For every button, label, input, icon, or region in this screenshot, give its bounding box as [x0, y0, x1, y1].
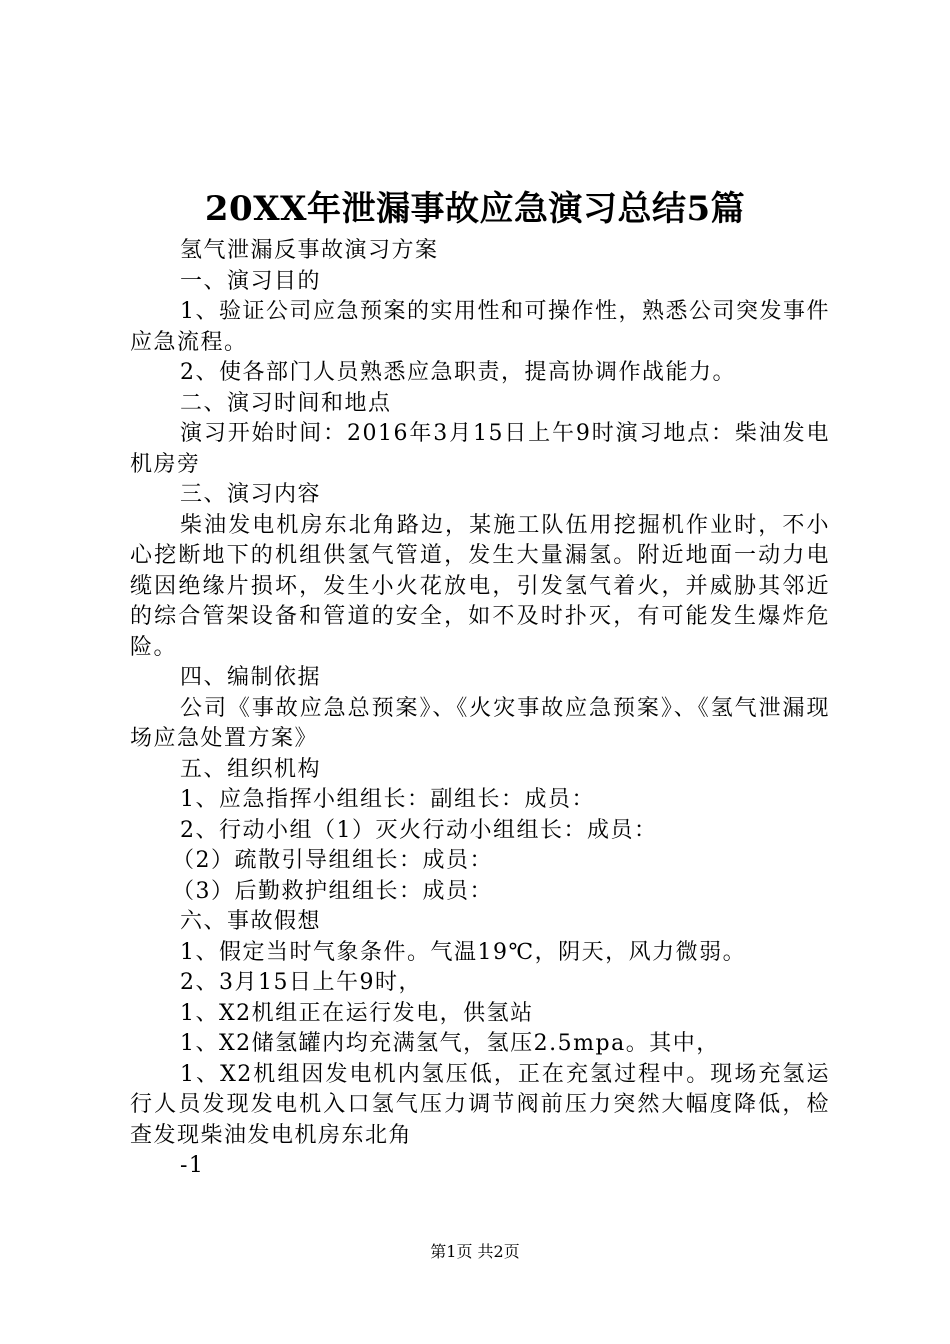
paragraph: （3）后勤救护组组长：成员：: [172, 878, 493, 904]
paragraph: 1、X2机组正在运行发电，供氢站: [180, 1000, 534, 1026]
page-footer: 第1页 共2页: [430, 1242, 520, 1261]
paragraph: -1: [180, 1153, 205, 1178]
paragraph: 演习开始时间：2016年3月15日上午9时演习地点：柴油发电机房旁: [130, 421, 830, 477]
paragraph: 1、X2机组因发电机内氢压低，正在充氢过程中。现场充氢运行人员发现发电机入口氢气压力调节阀前压力突然大幅度降低，检查发现柴油发电机房东北角: [130, 1061, 830, 1148]
document-body: [130, 236, 830, 1182]
paragraph: （2）疏散引导组组长：成员：: [172, 848, 493, 873]
paragraph: 2、使各部门人员熟悉应急职责，提高协调作战能力。: [180, 360, 736, 385]
paragraph: 二、演习时间和地点: [180, 390, 392, 416]
paragraph: 五、组织机构: [180, 756, 322, 782]
paragraph: 2、行动小组（1）灭火行动小组组长：成员：: [180, 817, 658, 843]
paragraph: 1、X2储氢罐内均充满氢气，氢压2.5mpa。其中，: [180, 1031, 720, 1056]
document-title: 20XX年泄漏事故应急演习总结5篇: [204, 189, 746, 229]
paragraph: 一、演习目的: [180, 268, 322, 294]
paragraph: 四、编制依据: [180, 665, 322, 690]
paragraph: 六、事故假想: [180, 909, 322, 934]
paragraph: 2、3月15日上午9时，: [180, 970, 422, 995]
paragraph: 1、应急指挥小组组长：副组长：成员：: [180, 787, 595, 812]
paragraph: 三、演习内容: [180, 482, 322, 507]
paragraph: 公司《事故应急总预案》、《火灾事故应急预案》、《氢气泄漏现场应急处置方案》: [130, 695, 830, 751]
paragraph: 1、验证公司应急预案的实用性和可操作性，熟悉公司突发事件应急流程。: [130, 299, 830, 355]
paragraph: 1、假定当时气象条件。气温19℃，阴天，风力微弱。: [180, 939, 747, 965]
paragraph: 氢气泄漏反事故演习方案: [180, 238, 439, 263]
paragraph: 柴油发电机房东北角路边，某施工队伍用挖掘机作业时，不小心挖断地下的机组供氢气管道，发生大量漏氢。附近地面一动力电缆因绝缘片损坏，发生小火花放电，引发氢气着火，并威胁其邻近的综合管架设备和管道的安全，如不及时扑灭，有可能发生爆炸危险。: [130, 512, 830, 660]
